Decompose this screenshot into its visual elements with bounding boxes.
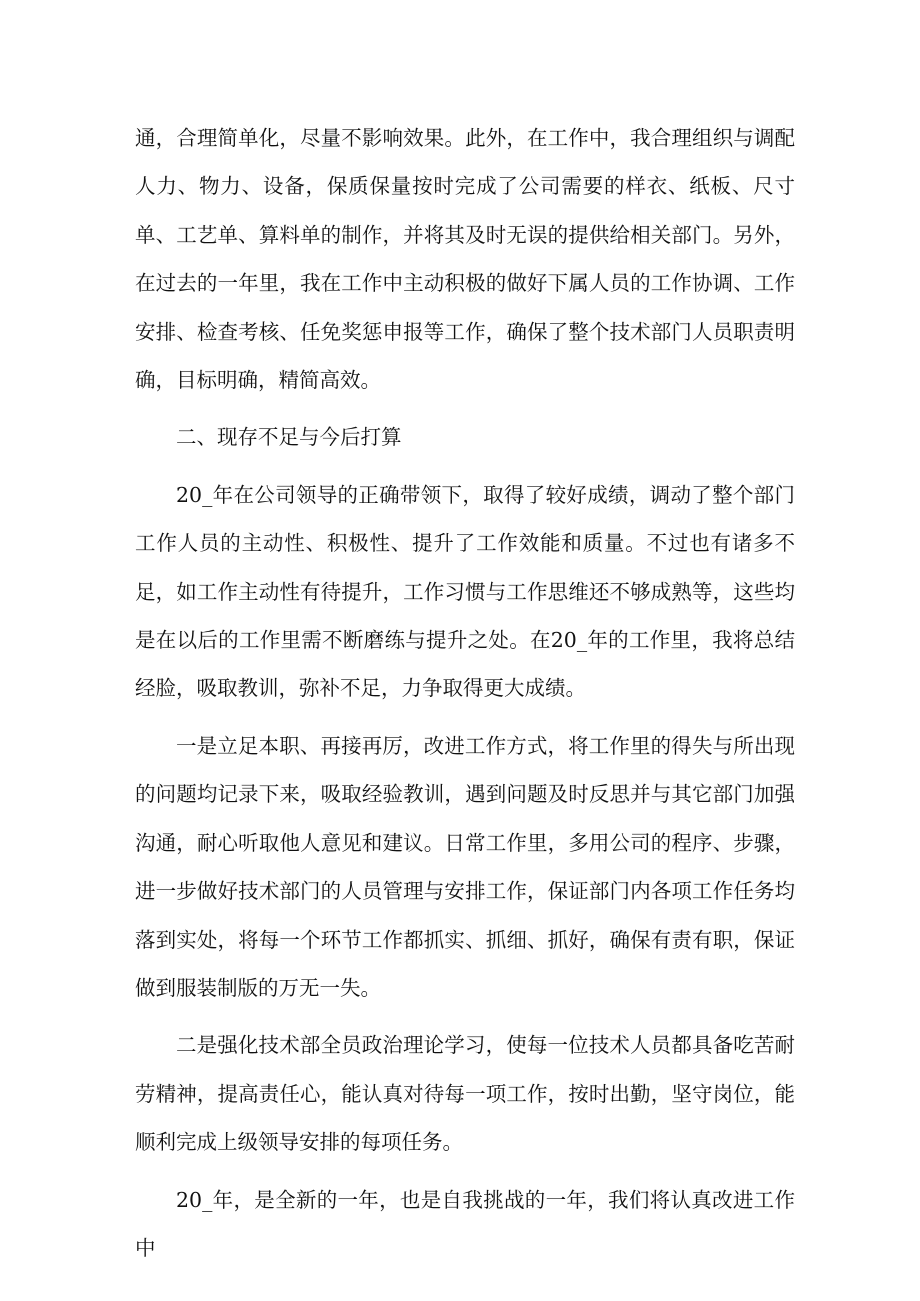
paragraph-plan-two: 二是强化技术部全员政治理论学习，使每一位技术人员都具备吃苦耐劳精神，提高责任心，能认真对待每一项工作，按时出勤，坚守岗位，能顺利完成上级领导安排的每项任务。 (135, 1033, 795, 1155)
paragraph-closing: 20_年，是全新的一年，也是自我挑战的一年，我们将认真改进工作中 (135, 1187, 795, 1260)
paragraph-summary: 20_年在公司领导的正确带领下，取得了较好成绩，调动了整个部门工作人员的主动性、积极性、提升了工作效能和质量。不过也有诸多不足，如工作主动性有待提升，工作习惯与工作思维还不够成熟等，这些均是在以后的工作里需不断磨练与提升之处。在20_年的工作里，我将总结经脸，吸取教训，弥补不足，力争取得更大成绩。 (135, 482, 795, 701)
section-heading: 二、现存不足与今后打算 (176, 425, 402, 450)
paragraph-plan-one: 一是立足本职、再接再厉，改进工作方式，将工作里的得失与所出现的问题均记录下来，吸取经验教训，遇到问题及时反思并与其它部门加强沟通，耐心听取他人意见和建议。日常工作里，多用公司的程序、步骤，进一步做好技术部门的人员管理与安排工作，保证部门内各项工作任务均落到实处，将每一个环节工作都抓实、抓细、抓好，确保有责有职，保证做到服装制版的万无一失。 (135, 733, 795, 1000)
paragraph-continuation: 通，合理简单化，尽量不影响效果。此外，在工作中，我合理组织与调配人力、物力、设备，保质保量按时完成了公司需要的样衣、纸板、尺寸单、工艺单、算料单的制作，并将其及时无误的提供给相关部门。另外，在过去的一年里，我在工作中主动积极的做好下属人员的工作协调、工作安排、检查考核、任免奖惩申报等工作，确保了整个技术部门人员职责明确，目标明确，精简高效。 (135, 126, 795, 393)
document-body (135, 114, 795, 1272)
